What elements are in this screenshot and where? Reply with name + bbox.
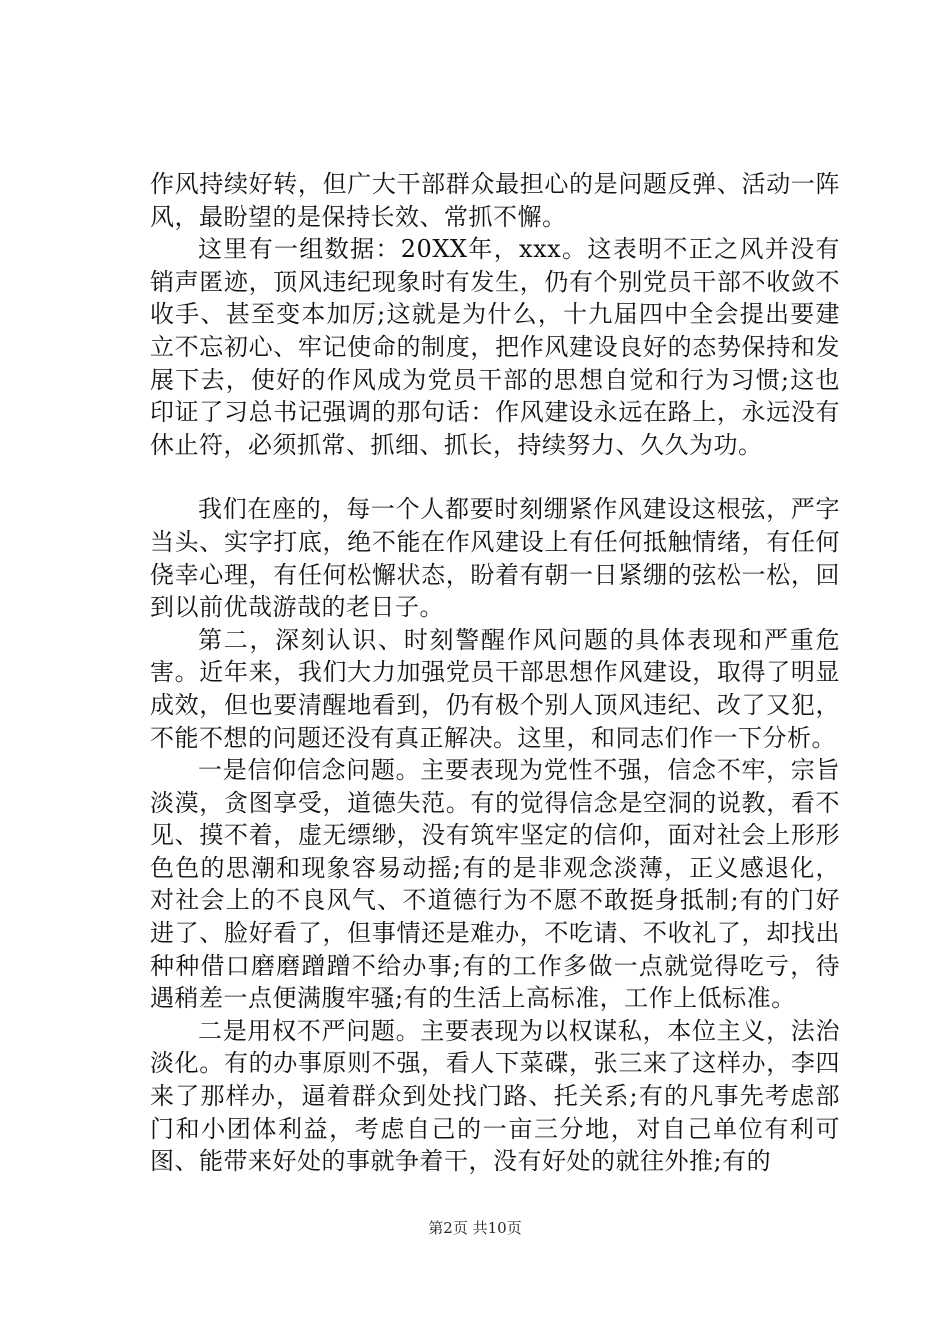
paragraph-5: 一是信仰信念问题。主要表现为党性不强，信念不牢，宗旨淡漠，贪图享受，道德失范。有的觉得信念是空洞的说教，看不见、摸不着，虚无缥缈，没有筑牢坚定的信仰，面对社会上形形色色的思潮和现象容易动摇;有的是非观念淡薄，正义感退化，对社会上的不良风气、不道德行为不愿不敢挺身抵制;有的门好进了、脸好看了，但事情还是难办，不吃请、不收礼了，却找出种种借口磨磨蹭蹭不给办事;有的工作多做一点就觉得吃亏，待遇稍差一点便满腹牢骚;有的生活上高标准，工作上低标准。 [150,756,840,1013]
paragraph-4: 第二，深刻认识、时刻警醒作风问题的具体表现和严重危害。近年来，我们大力加强党员干部思想作风建设，取得了明显成效，但也要清醒地看到，仍有极个别人顶风违纪、改了又犯，不能不想的问题还没有真正解决。这里，和同志们作一下分析。 [150,625,840,752]
document-body [150,168,840,1178]
paragraph-2: 这里有一组数据：20XX年，xxx。这表明不正之风并没有销声匿迹，顶风违纪现象时有发生，仍有个别党员干部不收敛不收手、甚至变本加厉;这就是为什么，十九届四中全会提出要建立不忘初心、牢记使命的制度，把作风建设良好的态势保持和发展下去，使好的作风成为党员干部的思想自觉和行为习惯;这也印证了习总书记强调的那句话：作风建设永远在路上，永远没有休止符，必须抓常、抓细、抓长，持续努力、久久为功。 [150,235,840,459]
paragraph-3: 我们在座的，每一个人都要时刻绷紧作风建设这根弦，严字当头、实字打底，绝不能在作风建设上有任何抵触情绪，有任何侥幸心理，有任何松懈状态，盼着有朝一日紧绷的弦松一松，回到以前优哉游哉的老日子。 [150,495,840,622]
paragraph-6: 二是用权不严问题。主要表现为以权谋私，本位主义，法治淡化。有的办事原则不强，看人下菜碟，张三来了这样办，李四来了那样办，逼着群众到处找门路、托关系;有的凡事先考虑部门和小团体利益，考虑自己的一亩三分地，对自己单位有利可图、能带来好处的事就争着干，没有好处的就往外推;有的 [150,1016,840,1176]
page-number-footer: 第2页 共10页 [428,1219,522,1237]
paragraph-1: 作风持续好转，但广大干部群众最担心的是问题反弹、活动一阵风，最盼望的是保持长效、常抓不懈。 [150,170,840,231]
